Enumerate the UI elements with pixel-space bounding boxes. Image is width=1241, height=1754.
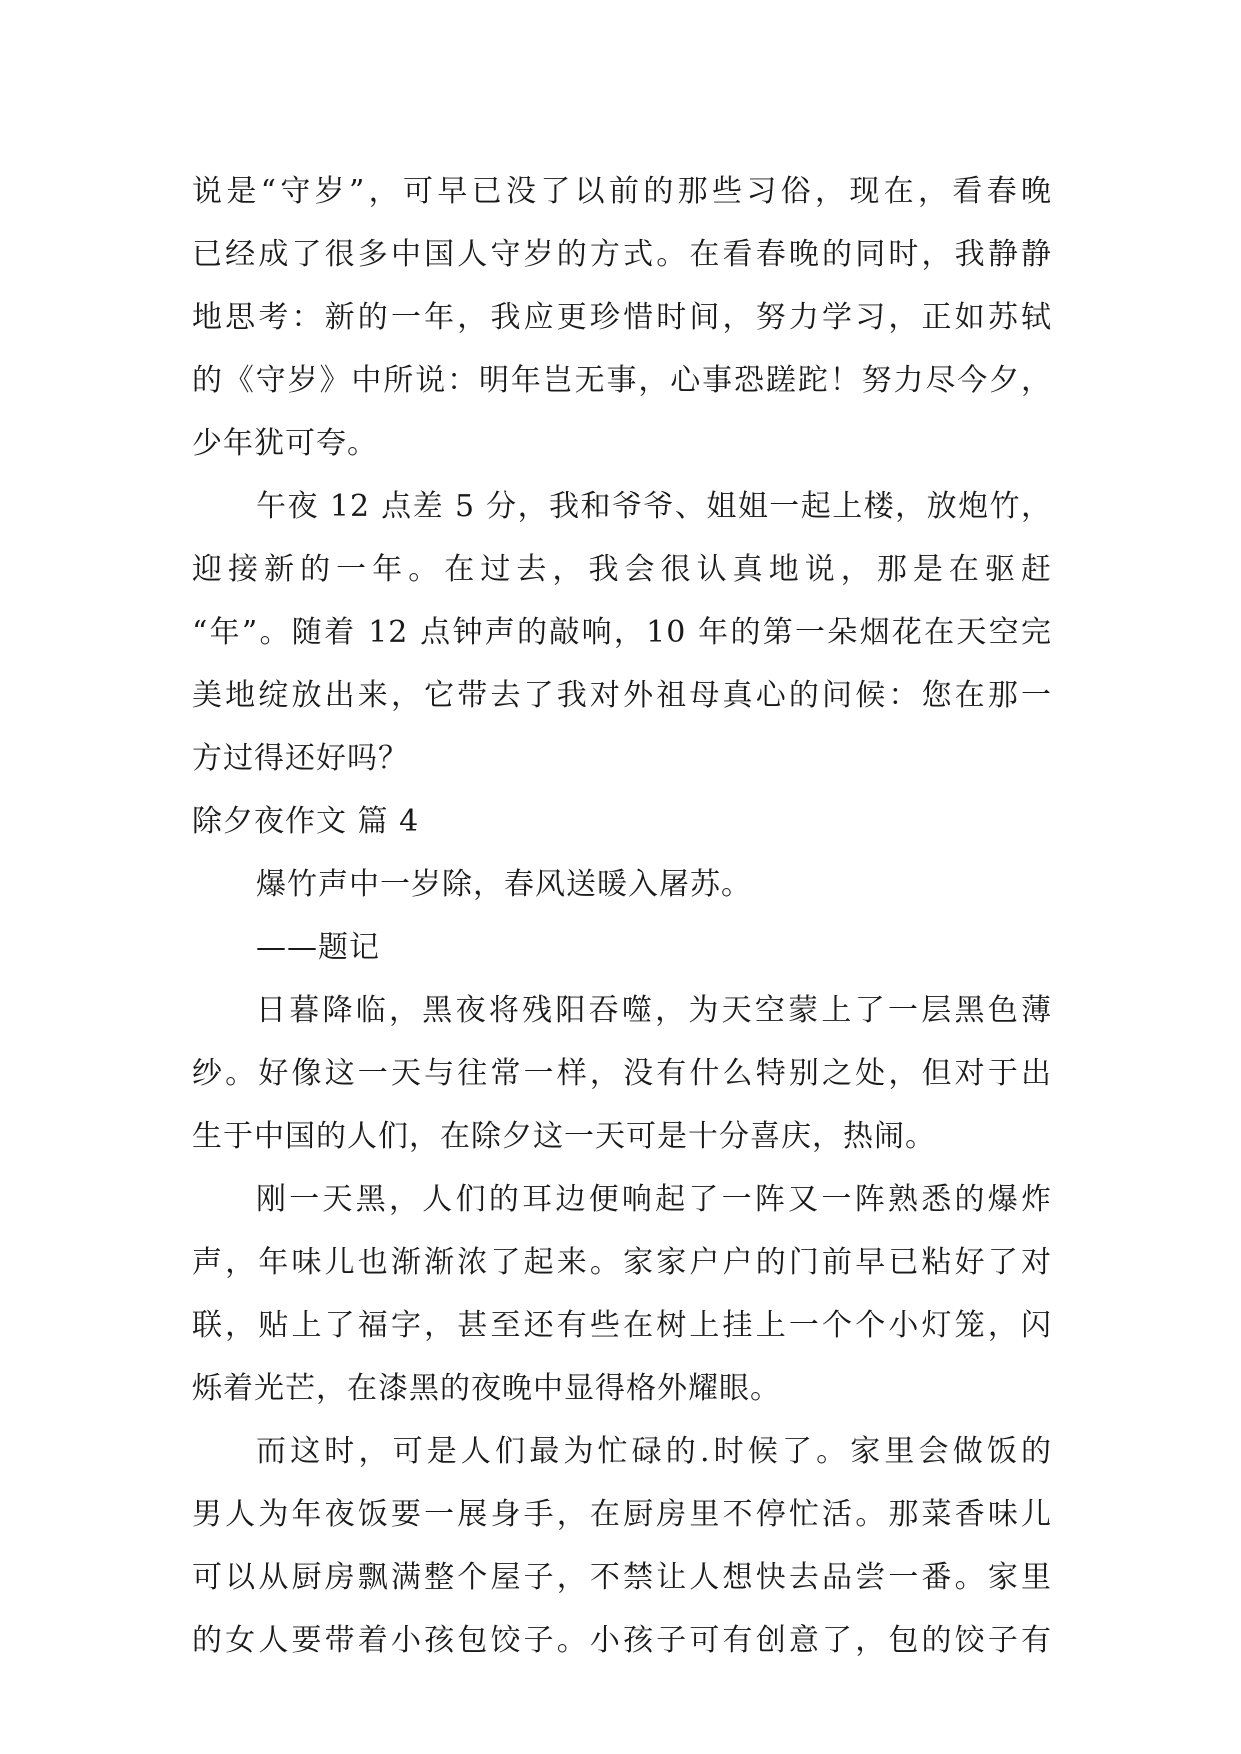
text-line: 的《守岁》中所说：明年岂无事，心事恐蹉跎！努力尽今夕， [192, 363, 1052, 398]
text-line: 迎接新的一年。在过去，我会很认真地说，那是在驱赶 [192, 552, 1052, 587]
text-line: 说是“守岁”，可早已没了以前的那些习俗，现在，看春晚 [192, 174, 1052, 209]
text-line: 而这时，可是人们最为忙碌的.时候了。家里会做饭的 [256, 1434, 1052, 1469]
text-line: 烁着光芒，在漆黑的夜晚中显得格外耀眼。 [192, 1371, 781, 1406]
text-line: 少年犹可夸。 [192, 426, 378, 461]
text-line: “年”。随着 12 点钟声的敲响，10 年的第一朵烟花在天空完 [192, 615, 1052, 650]
paragraph [192, 979, 1052, 1168]
text-line: 地思考：新的一年，我应更珍惜时间，努力学习，正如苏轼 [192, 300, 1052, 335]
text-line: 声，年味儿也渐渐浓了起来。家家户户的门前早已粘好了对 [192, 1245, 1052, 1280]
text-line: 的女人要带着小孩包饺子。小孩子可有创意了，包的饺子有 [192, 1623, 1052, 1658]
text-line: 男人为年夜饭要一展身手，在厨房里不停忙活。那菜香味儿 [192, 1497, 1052, 1532]
text-line: 刚一天黑，人们的耳边便响起了一阵又一阵熟悉的爆炸 [256, 1182, 1052, 1217]
text-line: 日暮降临，黑夜将残阳吞噬，为天空蒙上了一层黑色薄 [256, 993, 1052, 1028]
text-line: 方过得还好吗？ [192, 741, 409, 776]
text-line: 午夜 12 点差 5 分，我和爷爷、姐姐一起上楼，放炮竹， [256, 489, 1052, 524]
epigraph: 爆竹声中一岁除，春风送暖入屠苏。 [256, 867, 752, 902]
section-heading: 除夕夜作文 篇 4 [192, 804, 420, 839]
text-line: 美地绽放出来，它带去了我对外祖母真心的问候：您在那一 [192, 678, 1052, 713]
paragraph [192, 1420, 1052, 1672]
document-page [192, 160, 1052, 1672]
text-line: 已经成了很多中国人守岁的方式。在看春晚的同时，我静静 [192, 237, 1052, 272]
text-line: 联，贴上了福字，甚至还有些在树上挂上一个个小灯笼，闪 [192, 1308, 1052, 1343]
text-line: 生于中国的人们，在除夕这一天可是十分喜庆，热闹。 [192, 1119, 936, 1154]
epigraph-attribution: ——题记 [256, 930, 380, 965]
text-line: 可以从厨房飘满整个屋子，不禁让人想快去品尝一番。家里 [192, 1560, 1052, 1595]
paragraph [192, 475, 1052, 790]
paragraph [192, 160, 1052, 475]
text-line: 纱。好像这一天与往常一样，没有什么特别之处，但对于出 [192, 1056, 1052, 1091]
paragraph [192, 1168, 1052, 1420]
